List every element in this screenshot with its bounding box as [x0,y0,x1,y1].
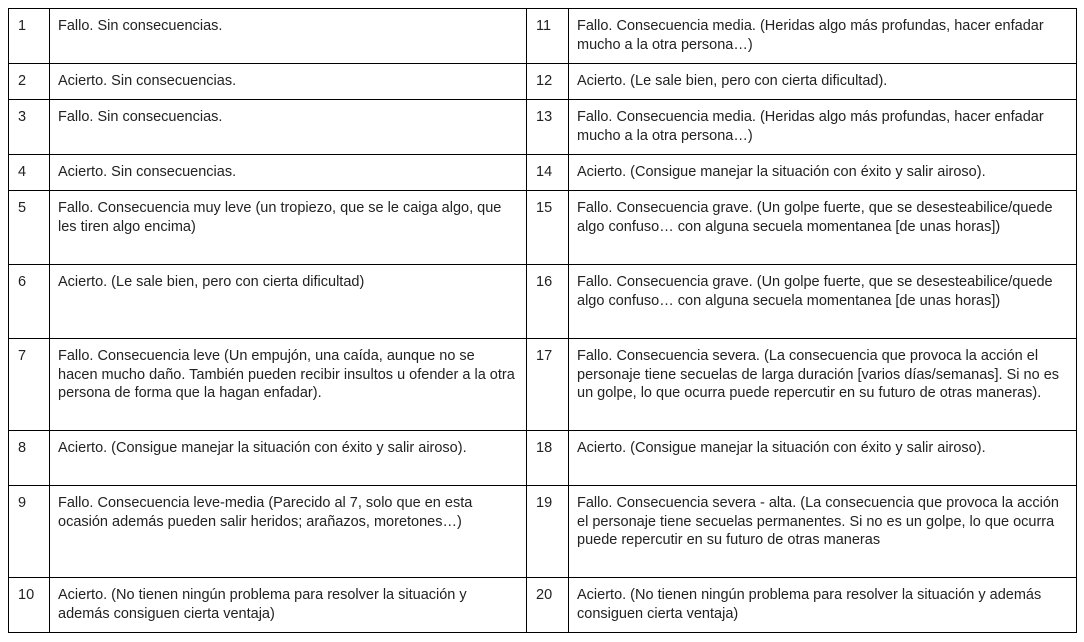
roll-number-cell: 4 [9,155,50,191]
table-row [9,431,1077,486]
outcome-cell: Fallo. Sin consecuencias. [50,100,527,155]
roll-number-cell: 8 [9,431,50,486]
roll-number-cell: 18 [527,431,569,486]
outcome-cell: Acierto. (Le sale bien, pero con cierta dificultad). [569,64,1077,100]
roll-number-cell: 12 [527,64,569,100]
outcome-cell: Fallo. Consecuencia media. (Heridas algo más profundas, hacer enfadar mucho a la otra persona…) [569,100,1077,155]
roll-number-cell: 1 [9,9,50,64]
outcome-cell: Fallo. Consecuencia severa - alta. (La consecuencia que provoca la acción el personaje tiene secuelas permanentes. Si no es un golpe, lo que ocurra puede repercutir en su futuro de otras maneras [569,486,1077,578]
roll-number-cell: 11 [527,9,569,64]
roll-number-cell: 9 [9,486,50,578]
outcome-cell: Fallo. Consecuencia muy leve (un tropiezo, que se le caiga algo, que les tiren algo encima) [50,191,527,265]
table-row [9,100,1077,155]
table-row [9,339,1077,431]
roll-number-cell: 5 [9,191,50,265]
outcome-cell: Fallo. Consecuencia grave. (Un golpe fuerte, que se desesteabilice/quede algo confuso… con alguna secuela momentanea [de unas horas]) [569,265,1077,339]
outcome-cell: Acierto. (No tienen ningún problema para resolver la situación y además consiguen cierta ventaja) [569,578,1077,633]
roll-number-cell: 14 [527,155,569,191]
roll-number-cell: 3 [9,100,50,155]
outcome-cell: Fallo. Sin consecuencias. [50,9,527,64]
table-row [9,578,1077,633]
outcome-cell: Fallo. Consecuencia grave. (Un golpe fuerte, que se desesteabilice/quede algo confuso… con alguna secuela momentanea [de unas horas]) [569,191,1077,265]
roll-number-cell: 2 [9,64,50,100]
roll-number-cell: 16 [527,265,569,339]
dice-results-table [8,8,1077,633]
outcome-cell: Acierto. (No tienen ningún problema para resolver la situación y además consiguen cierta ventaja) [50,578,527,633]
table-row [9,64,1077,100]
roll-number-cell: 15 [527,191,569,265]
table-row [9,486,1077,578]
roll-number-cell: 13 [527,100,569,155]
table-row [9,155,1077,191]
outcome-cell: Acierto. (Consigue manejar la situación con éxito y salir airoso). [569,431,1077,486]
roll-number-cell: 7 [9,339,50,431]
outcome-cell: Acierto. (Consigue manejar la situación con éxito y salir airoso). [569,155,1077,191]
outcome-cell: Acierto. Sin consecuencias. [50,64,527,100]
roll-number-cell: 17 [527,339,569,431]
roll-number-cell: 19 [527,486,569,578]
outcome-cell: Fallo. Consecuencia leve-media (Parecido al 7, solo que en esta ocasión además pueden salir heridos; arañazos, moretones…) [50,486,527,578]
results-table-wrapper [8,8,1076,633]
outcome-cell: Fallo. Consecuencia leve (Un empujón, una caída, aunque no se hacen mucho daño. También pueden recibir insultos u ofender a la otra persona de forma que la hagan enfadar). [50,339,527,431]
roll-number-cell: 10 [9,578,50,633]
table-row [9,265,1077,339]
outcome-cell: Acierto. (Consigue manejar la situación con éxito y salir airoso). [50,431,527,486]
outcome-cell: Acierto. Sin consecuencias. [50,155,527,191]
outcome-cell: Fallo. Consecuencia media. (Heridas algo más profundas, hacer enfadar mucho a la otra persona…) [569,9,1077,64]
roll-number-cell: 6 [9,265,50,339]
roll-number-cell: 20 [527,578,569,633]
table-row [9,9,1077,64]
table-row [9,191,1077,265]
outcome-cell: Acierto. (Le sale bien, pero con cierta dificultad) [50,265,527,339]
outcome-cell: Fallo. Consecuencia severa. (La consecuencia que provoca la acción el personaje tiene secuelas de larga duración [varios días/semanas]. Si no es un golpe, lo que ocurra puede repercutir en su futuro de otras maneras). [569,339,1077,431]
